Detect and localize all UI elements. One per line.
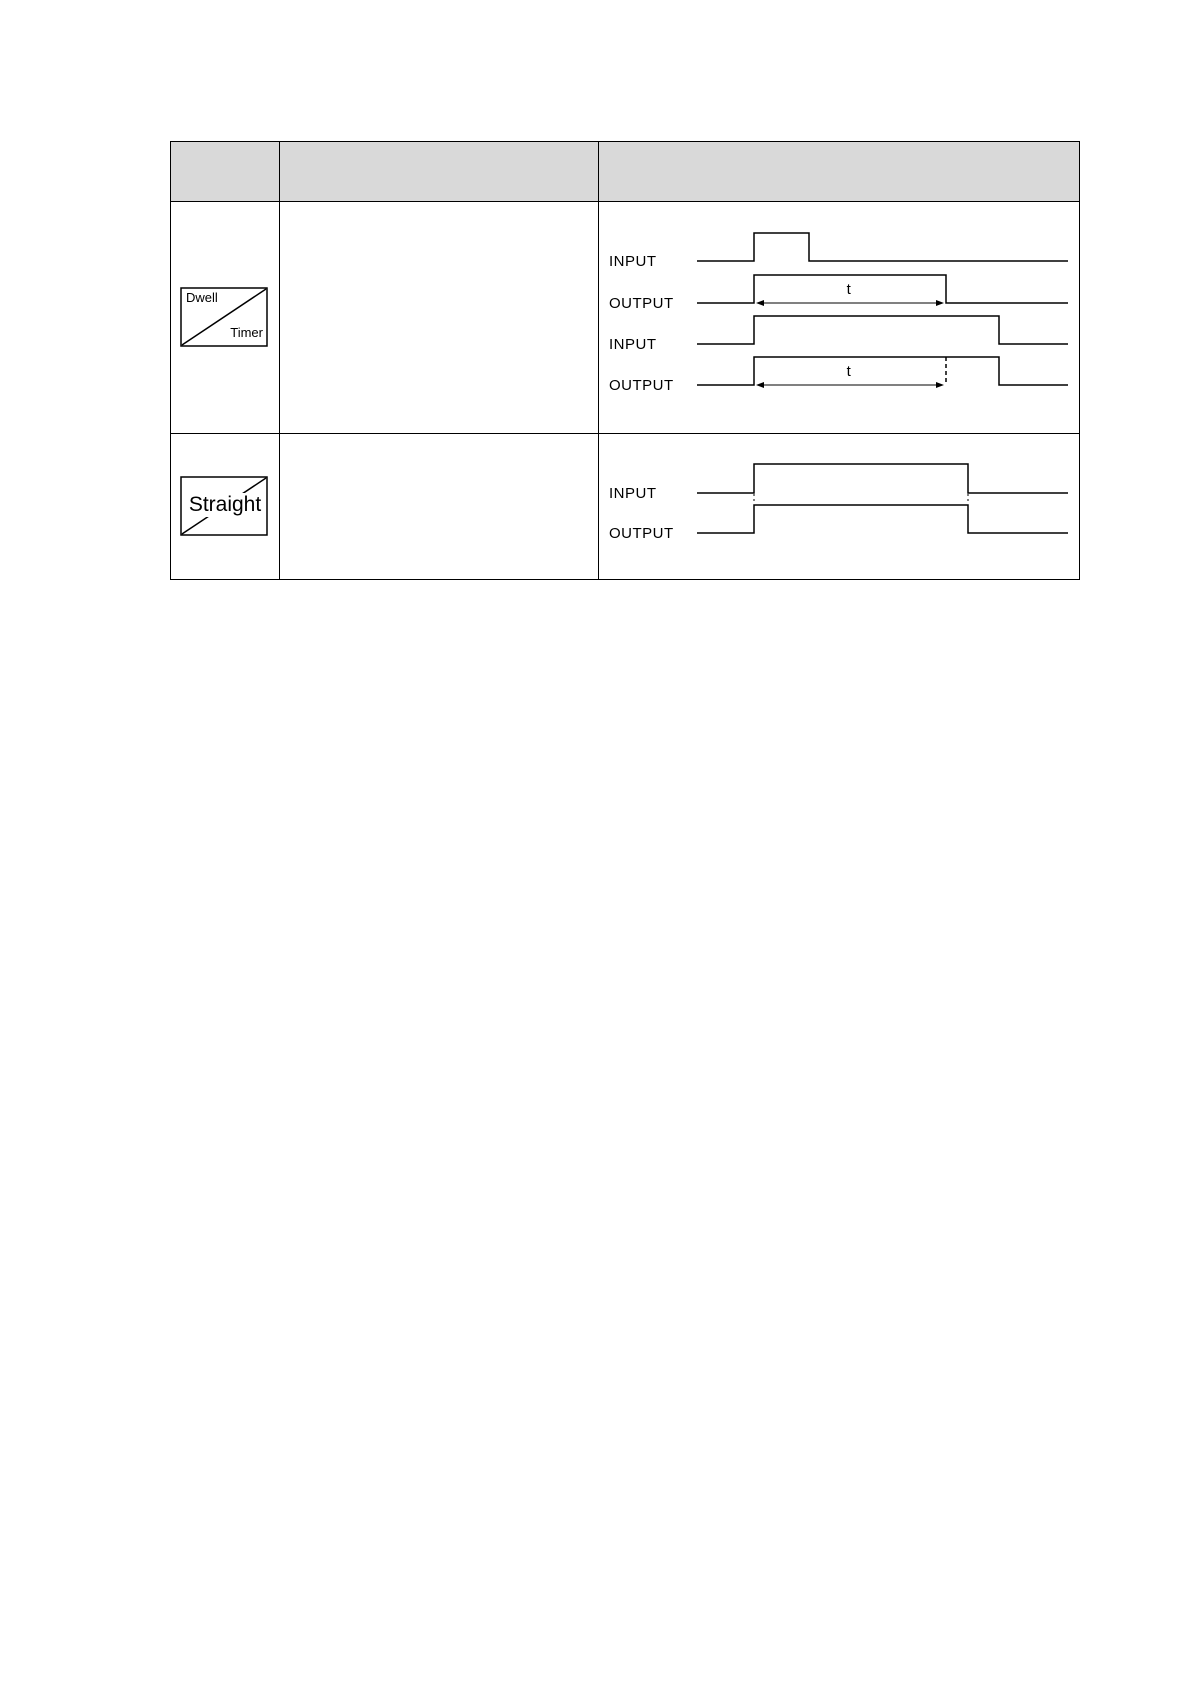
input-label: INPUT (609, 253, 657, 270)
symbol-text: Straight (188, 492, 262, 516)
output-signal-2 (697, 357, 1068, 385)
time-label: t (846, 363, 852, 380)
arrow-right-icon (936, 382, 944, 388)
symbol-top-text: Dwell (186, 289, 218, 305)
function-table (170, 141, 1080, 580)
description-cell (280, 202, 599, 434)
arrow-left-icon (756, 382, 764, 388)
dwell-timing-diagram (599, 202, 1081, 433)
input-label: INPUT (609, 336, 657, 353)
symbol-cell (171, 434, 280, 580)
description-cell (280, 434, 599, 580)
output-label: OUTPUT (609, 525, 674, 542)
header-timing (599, 142, 1080, 202)
output-label: OUTPUT (609, 295, 674, 312)
timing-cell (599, 434, 1080, 580)
input-signal (697, 464, 1068, 493)
header-symbol (171, 142, 280, 202)
input-signal-2 (697, 316, 1068, 344)
table-row (171, 434, 1080, 580)
table-row (171, 202, 1080, 434)
straight-timing-diagram (599, 434, 1081, 579)
timing-cell (599, 202, 1080, 434)
arrow-left-icon (756, 300, 764, 306)
time-label: t (846, 281, 852, 298)
dwell-timer-symbol (180, 287, 270, 349)
header-row (171, 142, 1080, 202)
output-signal-1 (697, 275, 1068, 303)
symbol-cell (171, 202, 280, 434)
output-label: OUTPUT (609, 377, 674, 394)
arrow-right-icon (936, 300, 944, 306)
output-signal (697, 505, 1068, 533)
symbol-bottom-text: Timer (230, 324, 263, 340)
input-signal-1 (697, 233, 1068, 261)
input-label: INPUT (609, 485, 657, 502)
header-description (280, 142, 599, 202)
straight-symbol (180, 476, 270, 538)
